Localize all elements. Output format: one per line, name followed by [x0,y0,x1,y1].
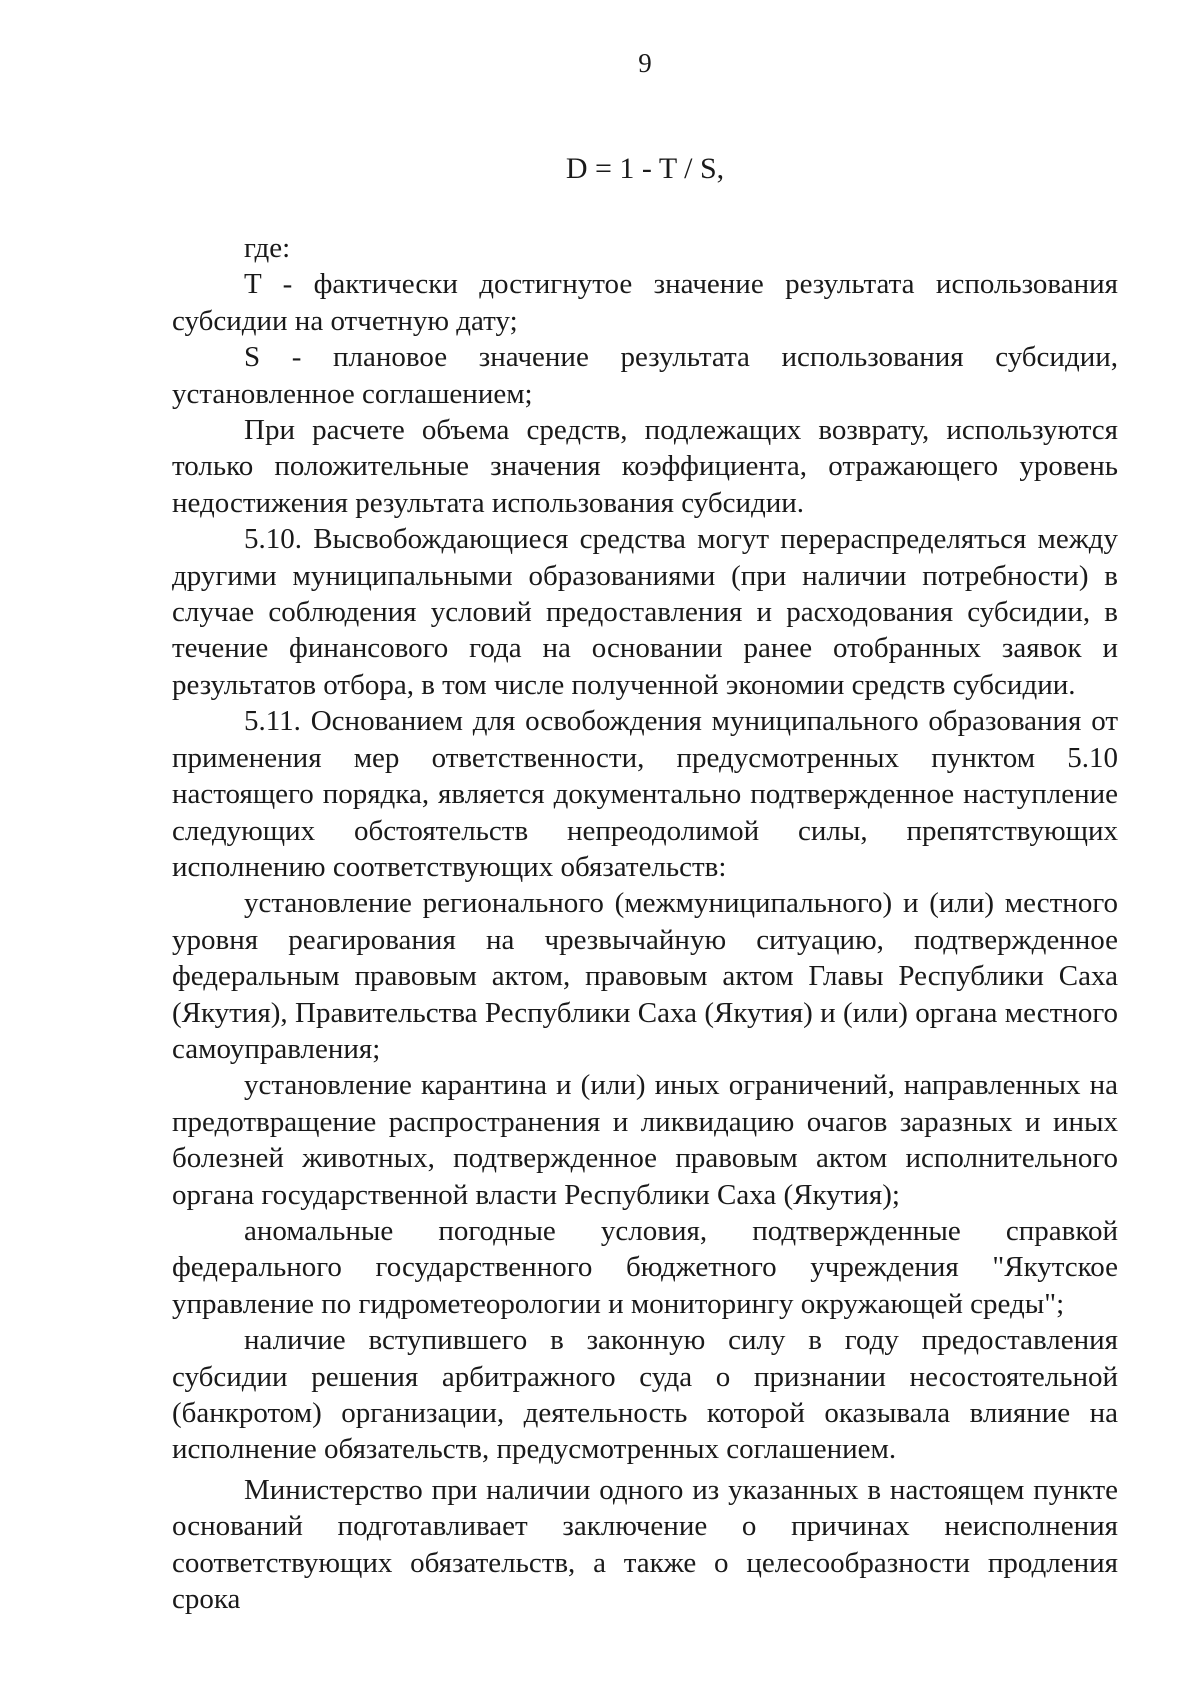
paragraph-where: где: [244,232,291,264]
paragraph-positive-values: При расчете объема средств, подлежащих возврату, используются только положительные значения коэффициента, отражающего уровень недостижения результата использования субсидии. [172,414,1118,519]
page-number: 9 [638,48,652,78]
paragraph-def-s: S - плановое значение результата использования субсидии, установленное соглашением; [172,341,1118,410]
paragraph-bankruptcy: наличие вступившего в законную силу в году предоставления субсидии решения арбитражного суда о признании несостоятельной (банкротом) организации, деятельность которой оказывала влияние на исполнение обязательств, предусмотренных соглашением. [172,1324,1118,1466]
paragraph-weather: аномальные погодные условия, подтвержденные справкой федерального государственного бюджетного учреждения "Якутское управление по гидрометеорологии и мониторингу окружающей среды"; [172,1214,1118,1320]
paragraph-quarantine: установление карантина и (или) иных ограничений, направленных на предотвращение распространения и ликвидацию очагов заразных и иных болезней животных, подтвержденное правовым актом исполнительного органа государственной власти Республики Саха (Якутия); [172,1069,1118,1211]
paragraph-5-11: 5.11. Основанием для освобождения муниципального образования от применения мер ответственности, предусмотренных пунктом 5.10 настоящего порядка, является документально подтвержденное наступление следующих обстоятельств непреодолимой силы, препятствующих исполнению соответствующих обязательств: [172,705,1118,883]
paragraph-emergency: установление регионального (межмуниципального) и (или) местного уровня реагирования на чрезвычайную ситуацию, подтвержденное федеральным правовым актом, правовым актом Главы Республики Саха (Якутия), Правительства Республики Саха (Якутия) и (или) органа местного самоуправления; [172,887,1118,1065]
paragraph-def-t: T - фактически достигнутое значение результата использования субсидии на отчетную дату; [172,268,1118,337]
formula: D = 1 - T / S, [565,152,725,185]
paragraph-5-10: 5.10. Высвобождающиеся средства могут перераспределяться между другими муниципальными образованиями (при наличии потребности) в случае соблюдения условий предоставления и расходования субсидии, в течение финансового года на основании ранее отобранных заявок и результатов отбора, в том числе полученной экономии средств субсидии. [172,523,1118,701]
paragraph-ministry: Министерство при наличии одного из указанных в настоящем пункте оснований подготавливает заключение о причинах неисполнения соответствующих обязательств, а также о целесообразности продления срока [172,1473,1118,1616]
document-body [172,230,1118,1617]
